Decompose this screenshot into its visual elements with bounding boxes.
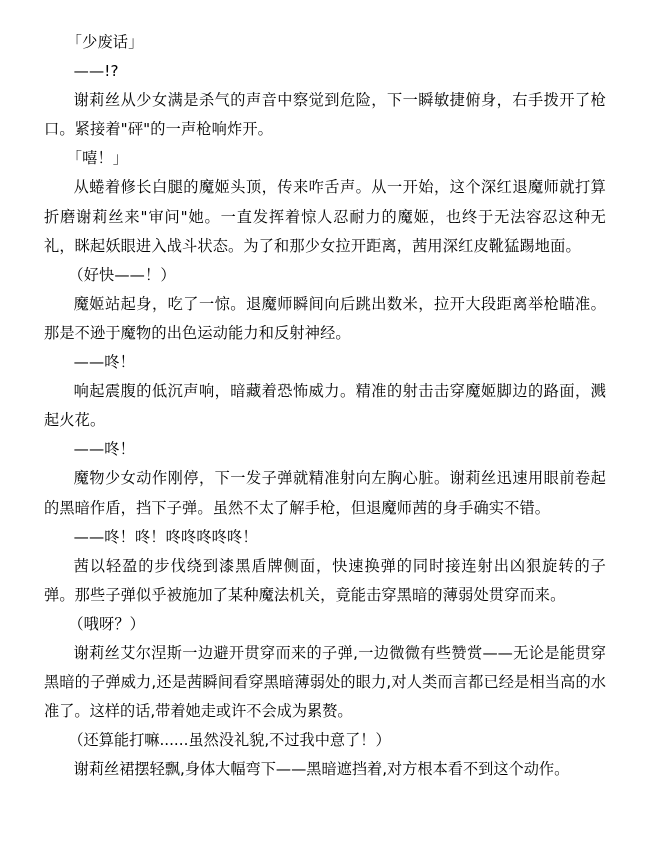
novel-body-text (44, 28, 606, 784)
paragraph-line: 谢莉丝裙摆轻飘,身体大幅弯下——黑暗遮挡着,对方根本看不到这个动作。 (73, 760, 570, 779)
paragraph-line: 谢莉丝从少女满是杀气的声音中察觉到危险，下一瞬敏捷俯身，右手拨开了枪口。紧接着"砰"的一声枪响炸开。 (44, 91, 606, 139)
paragraph-line: 「嘻！」 (66, 149, 129, 168)
paragraph-line: ——咚！ (73, 353, 135, 372)
paragraph-line: 响起震腹的低沉声响，暗藏着恐怖威力。精准的射击击穿魔姬脚边的路面，溅起火花。 (44, 382, 606, 430)
paragraph-line: 茜以轻盈的步伐绕到漆黑盾牌侧面，快速换弹的同时接连射出凶狠旋转的子弹。那些子弹似乎被施加了某种魔法机关，竟能击穿黑暗的薄弱处贯穿而来。 (44, 556, 606, 604)
paragraph-line: ——咚！咚！咚咚咚咚咚！ (73, 527, 258, 546)
paragraph-line: 「少废话」 (66, 33, 144, 51)
paragraph-line: 谢莉丝艾尔涅斯一边避开贯穿而来的子弹,一边微微有些赞赏——无论是能贯穿黑暗的子弹威力,还是茜瞬间看穿黑暗薄弱处的眼力,对人类而言都已经是相当高的水准了。这样的话,带着她走或许不会成为累赘。 (44, 643, 606, 721)
paragraph-line: 从蜷着修长白腿的魔姬头顶，传来咋舌声。从一开始，这个深红退魔师就打算折磨谢莉丝来"审问"她。一直发挥着惊人忍耐力的魔姬，也终于无法容忍这种无礼，眯起妖眼进入战斗状态。为了和那少女拉开距离，茜用深红皮靴猛踢地面。 (44, 178, 606, 255)
paragraph-line: 魔姬站起身，吃了一惊。退魔师瞬间向后跳出数米，拉开大段距离举枪瞄准。那是不逊于魔物的出色运动能力和反射神经。 (44, 294, 606, 342)
paragraph-line: ——!? (73, 62, 119, 81)
paragraph-line: ——咚！ (73, 440, 135, 459)
paragraph-line: （哦呀？） (68, 614, 145, 633)
paragraph-line: 魔物少女动作刚停，下一发子弹就精准射向左胸心脏。谢莉丝迅速用眼前卷起的黑暗作盾，挡下子弹。虽然不太了解手枪，但退魔师茜的身手确实不错。 (44, 469, 606, 517)
paragraph-line: （好快——！） (68, 265, 176, 284)
paragraph-line: （还算能打嘛......虽然没礼貌,不过我中意了！） (68, 731, 391, 750)
